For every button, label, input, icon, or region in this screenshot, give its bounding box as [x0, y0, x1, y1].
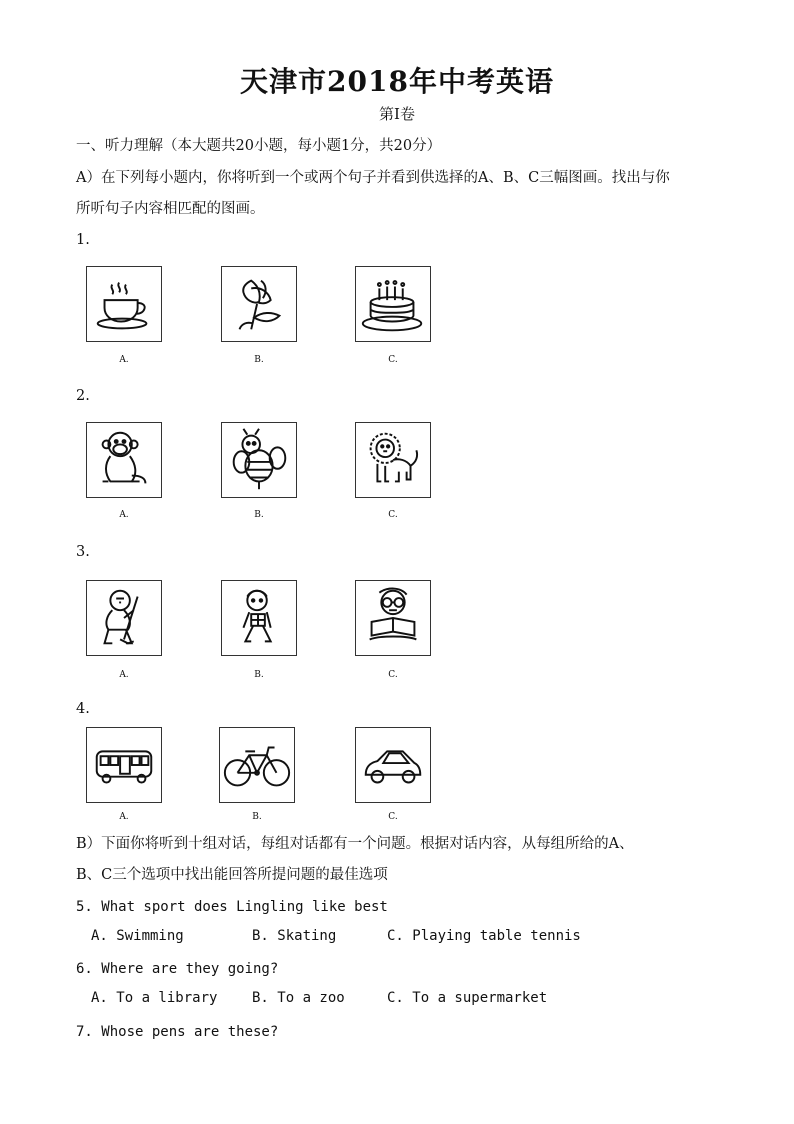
- answer-option[interactable]: C. Playing table tennis: [387, 928, 581, 944]
- part-b-instruction-line1: B）下面你将听到十组对话，每组对话都有一个问题。根据对话内容，从每组所给的A、: [76, 836, 634, 852]
- option-caption: A.: [119, 670, 129, 680]
- answer-option[interactable]: C. To a supermarket: [387, 990, 548, 1006]
- birthday-cake-icon[interactable]: [355, 266, 431, 342]
- flower-icon[interactable]: [221, 266, 297, 342]
- option-caption: B.: [254, 670, 264, 680]
- option-caption: B.: [252, 812, 262, 822]
- option-caption: C.: [388, 510, 398, 520]
- question-text: 6. Where are they going?: [76, 961, 279, 977]
- lion-icon[interactable]: [355, 422, 431, 498]
- part-b-instruction-line2: B、C三个选项中找出能回答所提问题的最佳选项: [76, 867, 388, 883]
- option-caption: A.: [119, 812, 129, 822]
- answer-option[interactable]: B. Skating: [252, 928, 337, 944]
- option-caption: B.: [254, 355, 264, 365]
- option-caption: C.: [388, 355, 398, 365]
- answer-option[interactable]: A. Swimming: [91, 928, 184, 944]
- question-number: 1.: [76, 232, 90, 248]
- coffee-cup-icon[interactable]: [86, 266, 162, 342]
- monkey-icon[interactable]: [86, 422, 162, 498]
- part-a-instruction-line2: 所听句子内容相匹配的图画。: [76, 201, 265, 217]
- page-title: 天津市2018年中考英语: [240, 65, 554, 98]
- car-icon[interactable]: [355, 727, 431, 803]
- option-caption: C.: [388, 670, 398, 680]
- bus-icon[interactable]: [86, 727, 162, 803]
- question-text: 7. Whose pens are these?: [76, 1024, 279, 1040]
- option-caption: A.: [119, 355, 129, 365]
- answer-option[interactable]: A. To a library: [91, 990, 218, 1006]
- question-text: 5. What sport does Lingling like best: [76, 899, 388, 915]
- question-number: 3.: [76, 544, 90, 560]
- question-number: 2.: [76, 388, 90, 404]
- part-a-instruction-line1: A）在下列每小题内，你将听到一个或两个句子并看到供选择的A、B、C三幅图画。找出与你: [76, 170, 670, 186]
- answer-option[interactable]: B. To a zoo: [252, 990, 345, 1006]
- sweeping-boy-icon[interactable]: [86, 580, 162, 656]
- page-subtitle: 第Ⅰ卷: [379, 105, 415, 123]
- reading-boy-icon[interactable]: [355, 580, 431, 656]
- option-caption: B.: [254, 510, 264, 520]
- bee-icon[interactable]: [221, 422, 297, 498]
- option-caption: A.: [119, 510, 129, 520]
- bicycle-icon[interactable]: [219, 727, 295, 803]
- option-caption: C.: [388, 812, 398, 822]
- section-heading: 一、听力理解（本大题共20小题，每小题1分，共20分）: [76, 138, 442, 154]
- gift-boy-icon[interactable]: [221, 580, 297, 656]
- question-number: 4.: [76, 701, 90, 717]
